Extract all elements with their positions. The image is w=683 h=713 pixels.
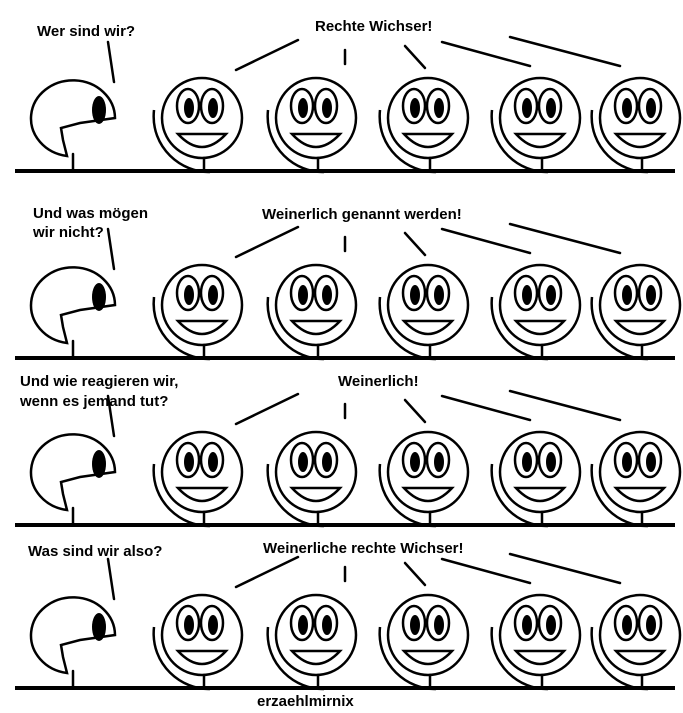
speaker-eye <box>92 283 106 311</box>
crowd-pupil <box>410 615 420 635</box>
speaker-speech-line <box>108 229 114 269</box>
panel-3-speaker <box>31 396 115 525</box>
crowd-speech-line <box>236 557 298 587</box>
crowd-speech-line <box>510 391 620 420</box>
panel-3-crowd-face-5 <box>592 432 680 526</box>
crowd-speech-line <box>442 559 530 583</box>
panel-4-crowd-face-1 <box>154 595 242 689</box>
crowd-pupil <box>298 285 308 305</box>
speaker-speech-line <box>108 559 114 599</box>
panel-1-crowd-face-5 <box>592 78 680 172</box>
crowd-pupil <box>410 285 420 305</box>
panel-3-answer: Weinerlich! <box>338 373 419 390</box>
crowd-pupil <box>522 615 532 635</box>
panel-4-crowd-face-2 <box>268 595 356 689</box>
speaker-eye <box>92 450 106 478</box>
crowd-speech-line <box>510 554 620 583</box>
panel-3 <box>15 391 680 526</box>
crowd-speech-line <box>405 46 425 68</box>
panel-4-crowd-face-5 <box>592 595 680 689</box>
panel-3-crowd-face-4 <box>492 432 580 526</box>
panel-2 <box>15 224 680 359</box>
crowd-pupil <box>522 98 532 118</box>
panel-3-question-line-2: wenn es jemand tut? <box>20 393 169 410</box>
crowd-pupil <box>434 452 444 472</box>
panel-2-crowd-face-3 <box>380 265 468 359</box>
panel-4-crowd-face-4 <box>492 595 580 689</box>
crowd-pupil <box>184 615 194 635</box>
panel-3-crowd-face-3 <box>380 432 468 526</box>
crowd-pupil <box>184 452 194 472</box>
crowd-pupil <box>410 452 420 472</box>
speaker-eye <box>92 96 106 124</box>
crowd-speech-line <box>510 224 620 253</box>
panel-2-crowd-face-4 <box>492 265 580 359</box>
panel-2-crowd-face-1 <box>154 265 242 359</box>
crowd-pupil <box>622 98 632 118</box>
crowd-pupil <box>322 615 332 635</box>
panel-3-crowd-face-2 <box>268 432 356 526</box>
crowd-pupil <box>322 452 332 472</box>
panel-1-speaker <box>31 42 115 171</box>
speaker-eye <box>92 613 106 641</box>
crowd-pupil <box>298 615 308 635</box>
crowd-pupil <box>646 285 656 305</box>
crowd-pupil <box>622 615 632 635</box>
crowd-pupil <box>184 98 194 118</box>
panel-1-answer: Rechte Wichser! <box>315 18 433 35</box>
crowd-pupil <box>622 452 632 472</box>
panel-1-crowd-face-2 <box>268 78 356 172</box>
crowd-speech-line <box>236 40 298 70</box>
crowd-speech-line <box>405 563 425 585</box>
panel-1-crowd-face-3 <box>380 78 468 172</box>
crowd-pupil <box>546 615 556 635</box>
crowd-pupil <box>546 285 556 305</box>
crowd-pupil <box>208 98 218 118</box>
panel-3-question-line-1: Und wie reagieren wir, <box>20 373 179 390</box>
panel-4-question-line-1: Was sind wir also? <box>28 543 163 560</box>
crowd-pupil <box>622 285 632 305</box>
crowd-pupil <box>546 452 556 472</box>
crowd-pupil <box>646 615 656 635</box>
crowd-speech-line <box>442 396 530 420</box>
crowd-pupil <box>322 285 332 305</box>
crowd-pupil <box>208 452 218 472</box>
crowd-speech-line <box>510 37 620 66</box>
crowd-speech-line <box>236 227 298 257</box>
crowd-pupil <box>522 452 532 472</box>
crowd-pupil <box>298 98 308 118</box>
panel-2-question-line-2: wir nicht? <box>33 224 104 241</box>
crowd-pupil <box>546 98 556 118</box>
panel-1 <box>15 37 680 172</box>
panel-4-answer: Weinerliche rechte Wichser! <box>263 540 464 557</box>
crowd-pupil <box>646 98 656 118</box>
crowd-pupil <box>298 452 308 472</box>
crowd-speech-line <box>405 400 425 422</box>
panel-1-crowd-face-1 <box>154 78 242 172</box>
panel-2-question-line-1: Und was mögen <box>33 205 149 222</box>
panel-2-crowd-face-2 <box>268 265 356 359</box>
crowd-pupil <box>434 615 444 635</box>
crowd-pupil <box>646 452 656 472</box>
crowd-pupil <box>208 615 218 635</box>
crowd-pupil <box>322 98 332 118</box>
panel-2-answer: Weinerlich genannt werden! <box>262 206 462 223</box>
crowd-pupil <box>208 285 218 305</box>
panel-1-question-line-1: Wer sind wir? <box>37 23 136 40</box>
panel-2-crowd-face-5 <box>592 265 680 359</box>
crowd-speech-line <box>405 233 425 255</box>
signature: erzaehlmirnix <box>257 693 354 710</box>
panel-4-speaker <box>31 559 115 688</box>
crowd-pupil <box>434 285 444 305</box>
crowd-pupil <box>410 98 420 118</box>
panel-1-crowd-face-4 <box>492 78 580 172</box>
panel-4-crowd-face-3 <box>380 595 468 689</box>
panel-2-speaker <box>31 229 115 358</box>
crowd-speech-line <box>442 42 530 66</box>
speaker-speech-line <box>108 42 114 82</box>
crowd-pupil <box>434 98 444 118</box>
crowd-pupil <box>184 285 194 305</box>
crowd-speech-line <box>236 394 298 424</box>
panel-3-crowd-face-1 <box>154 432 242 526</box>
crowd-pupil <box>522 285 532 305</box>
panel-4 <box>15 554 680 689</box>
crowd-speech-line <box>442 229 530 253</box>
